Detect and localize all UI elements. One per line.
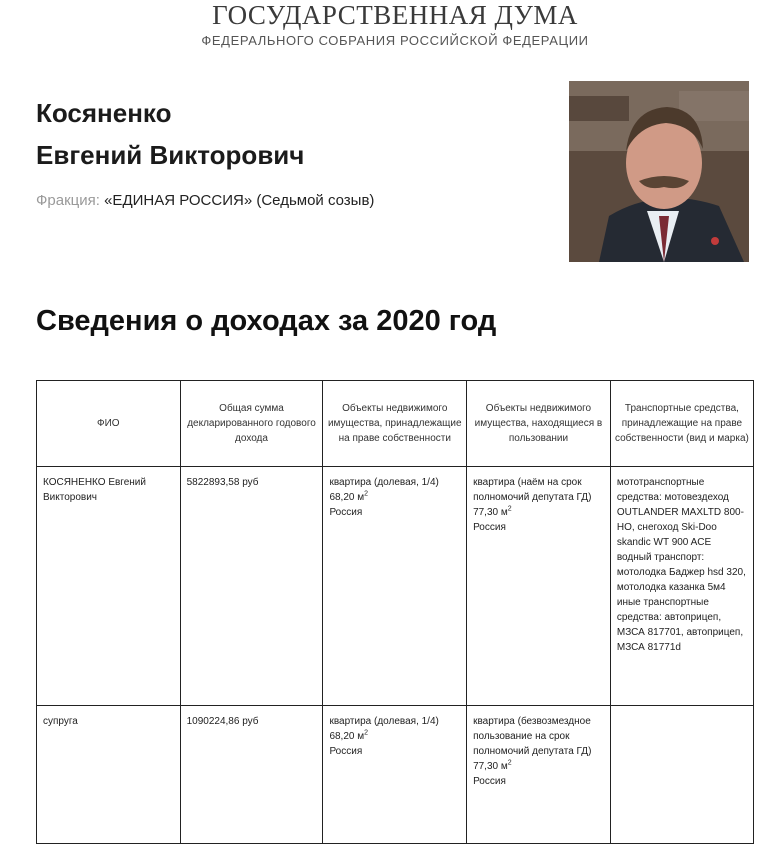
header-owned-property: Объекты недвижимого имущества, принадлежащие на праве собственности	[323, 381, 467, 467]
faction-value: «ЕДИНАЯ РОССИЯ» (Седьмой созыв)	[104, 192, 375, 209]
cell-vehicles: мототранспортные средства: мотовездеход OUTLANDER MAXLTD 800-HO, снегоход Ski-Doo skandic WT 900 ACE водный транспорт: мотолодка Баджер hsd 320, мотолодка казанка 5м4 иные транспортные средства: автоприцеп, МЗСА 817701, автоприцеп, МЗСА 81771d	[610, 467, 753, 706]
owned-area: 68,20 $м^2$	[329, 729, 369, 742]
table-row	[37, 706, 754, 844]
table-header-row	[37, 381, 754, 467]
used-area: 77,30 $м^2$	[473, 759, 512, 772]
cell-used-property	[467, 706, 611, 844]
header-income: Общая сумма декларированного годового дохода	[180, 381, 323, 467]
faction-label: Фракция:	[36, 192, 100, 209]
used-country: Россия	[473, 522, 506, 533]
used-type: квартира (наём на срок полномочий депутата ГД)	[473, 477, 592, 503]
org-subtitle: ФЕДЕРАЛЬНОГО СОБРАНИЯ РОССИЙСКОЙ ФЕДЕРАЦИИ	[201, 33, 589, 48]
owned-country: Россия	[329, 507, 363, 518]
cell-used-property	[467, 467, 611, 706]
header-vehicles: Транспортные средства, принадлежащие на праве собственности (вид и марка)	[610, 381, 753, 467]
header-used-property: Объекты недвижимого имущества, находящиеся в пользовании	[467, 381, 611, 467]
cell-name: супруга	[37, 706, 181, 844]
section-title: Сведения о доходах за 2020 год	[36, 305, 497, 337]
owned-type: квартира (долевая, 1/4)	[329, 716, 439, 727]
cell-vehicles	[610, 706, 753, 844]
cell-owned-property	[323, 467, 467, 706]
used-country: Россия	[473, 776, 506, 787]
declaration-table	[36, 380, 754, 844]
table-row	[37, 467, 754, 706]
owned-country: Россия	[329, 746, 363, 757]
org-title: ГОСУДАРСТВЕННАЯ ДУМА	[212, 0, 578, 30]
header-name: ФИО	[37, 381, 181, 467]
deputy-given-names: Евгений Викторович	[36, 140, 305, 170]
used-type: квартира (безвозмездное пользование на срок полномочий депутата ГД)	[473, 716, 592, 757]
owned-type: квартира (долевая, 1/4)	[329, 477, 439, 488]
deputy-photo	[569, 81, 749, 262]
faction-line	[36, 192, 374, 209]
cell-name: КОСЯНЕНКО Евгений Викторович	[37, 467, 181, 706]
owned-area: 68,20 $м^2$	[329, 490, 369, 503]
cell-owned-property	[323, 706, 467, 844]
cell-income: 5822893,58 руб	[180, 467, 323, 706]
deputy-surname: Косяненко	[36, 98, 172, 128]
deputy-name	[36, 92, 304, 176]
cell-income: 1090224,86 руб	[180, 706, 323, 844]
used-area: 77,30 $м^2$	[473, 505, 512, 518]
